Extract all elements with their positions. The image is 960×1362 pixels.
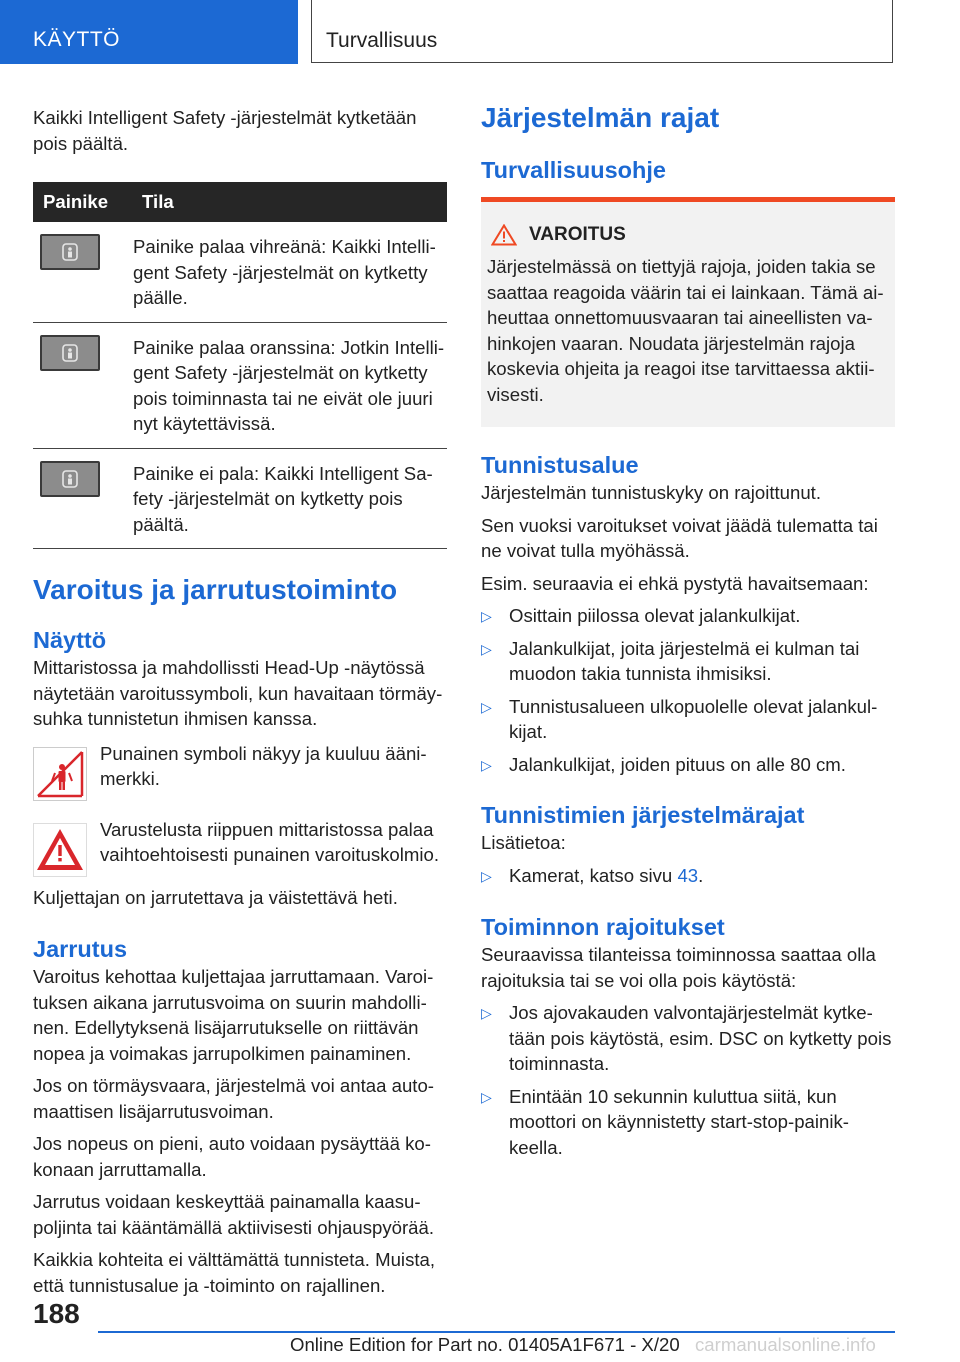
heading-braking: Jarrutus [33,936,128,962]
left-column [33,100,447,1305]
sensor-text: Lisätietoa: [481,832,566,853]
header-section-tab [0,0,298,64]
driver-text: Kuljettajan on jarrutettava ja väistettävä heti. [33,886,398,908]
braking-text-4: Jarrutus voidaan keskeyttää painamalla kaasu-poljinta tai kääntämällä aktiivisesti ohjauspyörää. [33,1191,435,1238]
watermark: carmanualsonline.info [695,1334,876,1355]
range-text-3: Esim. seuraavia ei ehkä pystytä havaitsemaan: [481,572,869,594]
footer-edition: Online Edition for Part no. 01405A1F671 - X/20 [290,1334,680,1355]
symbol-row-triangle [33,817,447,875]
table-cell-state: Painike palaa vihreänä: Kaikki Intelli-gent Safety -järjestelmät on kytketty päälle. [130,222,447,322]
footer-divider [98,1331,895,1333]
triangle-bullet-icon: ▷ [481,1088,492,1105]
braking-text-3: Jos nopeus on pieni, auto voidaan pysäyttää ko-konaan jarruttamalla. [33,1133,431,1180]
heading-system-limits: Järjestelmän rajat [481,102,720,133]
list-item: ▷ Osittain piilossa olevat jalankulkijat. [481,603,895,629]
display-text: Mittaristossa ja mahdollissti Head-Up -näytössä näytetään varoitussymboli, kun havaitaan törmäy-suhka tunnistetun ihmisen kanssa. [33,657,443,729]
warning-title: VAROITUS [529,224,626,245]
list-item: ▷ Jalankulkijat, joiden pituus on alle 80 cm. [481,752,895,778]
triangle-bullet-icon: ▷ [481,756,492,773]
heading-sensor-limits: Tunnistimien järjestelmärajat [481,802,805,828]
table-row [33,222,447,322]
braking-text-2: Jos on törmäysvaara, järjestelmä voi antaa auto-maattisen lisäjarrutusvoiman. [33,1075,434,1122]
symbol1-text: Punainen symboli näkyy ja kuuluu ääni-merkki. [100,742,427,789]
func-list [481,1000,895,1160]
intelligent-safety-button-icon [40,461,100,497]
braking-text-5: Kaikkia kohteita ei välttämättä tunnisteta. Muista, että tunnistusalue ja -toiminto on rajallinen. [33,1249,436,1296]
table-row [33,448,447,549]
pedestrian-warning-icon [33,747,87,801]
table-header-state: Tila [130,182,447,222]
warning-triangle-icon [33,823,87,877]
table-header-row [33,182,447,222]
table-row [33,322,447,448]
warning-text: Järjestelmässä on tiettyjä rajoja, joiden takia se saattaa reagoida väärin tai ei lainkaan. Tämä ai-heuttaa onnettomuusvaaran tai aineellisten va-hinkojen vaaran. Noudata järjestelmän rajoja koskevia ohjeita ja reagoi itse tarvittaessa aktii-visesti. [487,256,884,405]
intro-text: Kaikki Intelligent Safety -järjestelmät kytketään pois päältä. [33,107,417,154]
triangle-bullet-icon: ▷ [481,867,492,884]
sensor-list [481,863,895,889]
list-item: ▷ Jalankulkijat, joita järjestelmä ei kulman tai muodon takia tunnista ihmisiksi. [481,637,860,684]
triangle-bullet-icon: ▷ [481,640,492,657]
table-header-button: Painike [33,182,130,222]
func-text: Seuraavissa tilanteissa toiminnossa saattaa olla rajoituksia tai se voi olla pois käytöstä: [481,944,876,991]
heading-function-limits: Toiminnon rajoitukset [481,914,725,940]
braking-text-1: Varoitus kehottaa kuljettajaa jarruttamaan. Varoi-tuksen aikana jarrutusvoima on suurin mahdolli-nen. Edellytyksenä lisäjarrutukselle on riittävän nopea ja voimakas jarrupolkimen painaminen. [33,966,434,1064]
list-item: ▷ Jos ajovakauden valvontajärjestelmät kytke-tään pois käytöstä, esim. DSC on kytketty pois toiminnasta. [481,1002,892,1074]
range-text-2: Sen vuoksi varoitukset voivat jäädä tulematta tai ne voivat tulla myöhässä. [481,514,878,561]
header-chapter-label: Turvallisuus [326,29,438,52]
range-list [481,603,895,777]
header-chapter-tab [311,0,893,63]
header-section-label: KÄYTTÖ [33,28,121,51]
intelligent-safety-button-icon [40,335,100,371]
intelligent-safety-button-icon [40,234,100,270]
table-cell-state: Painike ei pala: Kaikki Intelligent Sa-fety -järjestelmät on kytketty pois päältä. [130,448,447,549]
table-cell-state: Painike palaa oranssina: Jotkin Intelli-gent Safety -järjestelmät on kytketty pois toiminnasta tai ne eivät ole juuri nyt käytettävissä. [130,322,447,448]
triangle-bullet-icon: ▷ [481,1005,492,1021]
warning-box [481,197,895,427]
page-link[interactable]: 43 [677,864,699,886]
range-text-1: Järjestelmän tunnistuskyky on rajoittunut. [481,482,822,503]
symbol-row-pedestrian [33,741,447,799]
button-state-table [33,182,447,549]
right-column [481,100,895,1167]
heading-warning-braking: Varoitus ja jarrutustoiminto [33,574,398,605]
triangle-bullet-icon: ▷ [481,698,492,715]
heading-safety-note: Turvallisuusohje [481,157,666,183]
heading-display: Näyttö [33,627,107,653]
warning-triangle-icon [491,224,517,246]
list-item: ▷ Enintään 10 sekunnin kuluttua siitä, kun moottori on käynnistetty start-stop-painik-keella. [481,1085,849,1158]
triangle-bullet-icon: ▷ [481,608,492,624]
page-number: 188 [33,1298,80,1329]
list-item: ▷ Kamerat, katso sivu 43. [481,863,895,889]
symbol2-text: Varustelusta riippuen mittaristossa palaa vaihtoehtoisesti punainen varoituskolmio. [100,818,440,865]
list-item: ▷ Tunnistusalueen ulkopuolelle olevat jalankul-kijat. [481,695,878,742]
heading-detection-range: Tunnistusalue [481,452,639,478]
